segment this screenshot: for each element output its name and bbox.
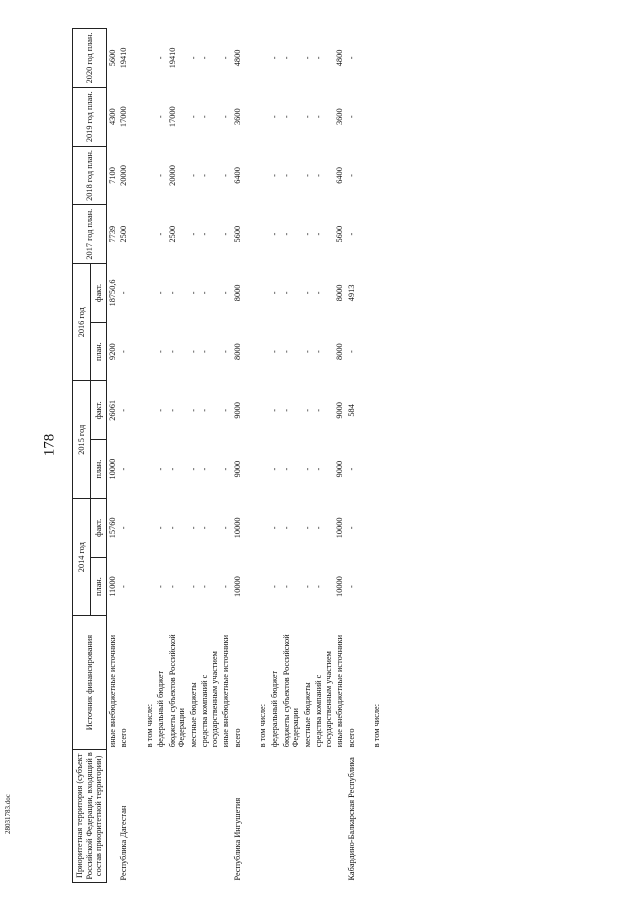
- value-cell: -: [167, 408, 177, 412]
- territory-cell: [155, 749, 167, 882]
- value-cell: -: [314, 174, 324, 177]
- table-header: [73, 29, 107, 883]
- value-cell: -: [281, 291, 291, 295]
- value-cell: -: [302, 232, 312, 236]
- source-cell: всего: [119, 728, 129, 748]
- header-2015-plan: план.: [91, 440, 107, 499]
- value-cell: [257, 29, 269, 88]
- value-cell: 10000: [232, 576, 242, 597]
- table-row: [269, 29, 281, 883]
- value-cell: -: [188, 408, 198, 412]
- value-cell: 4800: [335, 49, 345, 67]
- value-cell: [371, 205, 383, 264]
- table-row: [199, 29, 220, 883]
- territory-cell: [371, 749, 383, 882]
- value-cell: [257, 322, 269, 381]
- value-cell: -: [281, 174, 291, 177]
- territory-cell: [257, 749, 269, 882]
- value-cell: -: [119, 526, 129, 530]
- source-cell: всего: [232, 728, 242, 748]
- header-2016-plan: план.: [91, 322, 107, 381]
- source-cell: бюджеты субъектов Российской Федерации: [167, 634, 187, 748]
- value-cell: 6400: [335, 167, 345, 184]
- value-cell: 18750,6: [107, 279, 117, 307]
- value-cell: [371, 29, 383, 88]
- value-cell: 17000: [119, 106, 129, 128]
- source-cell: [243, 616, 257, 749]
- value-cell: -: [221, 350, 231, 354]
- value-cell: [130, 322, 144, 381]
- value-cell: -: [314, 115, 324, 119]
- value-cell: -: [346, 115, 356, 119]
- value-cell: 7739: [107, 225, 117, 243]
- value-cell: [144, 381, 156, 440]
- source-cell: всего: [346, 728, 356, 748]
- value-cell: -: [167, 467, 177, 471]
- value-cell: 20000: [119, 165, 129, 186]
- source-cell: федеральный бюджет: [269, 670, 279, 748]
- value-cell: -: [281, 350, 291, 354]
- table-row: [357, 29, 371, 883]
- table-row: [313, 29, 334, 883]
- value-cell: -: [188, 585, 198, 588]
- value-cell: -: [346, 56, 356, 60]
- value-cell: -: [346, 585, 356, 588]
- value-cell: -: [269, 526, 279, 530]
- financing-table: [72, 28, 383, 883]
- table-row: [243, 29, 257, 883]
- value-cell: 9200: [107, 343, 117, 360]
- value-cell: 26061: [107, 400, 117, 421]
- value-cell: 10000: [335, 517, 345, 539]
- value-cell: -: [156, 56, 166, 60]
- value-cell: -: [167, 585, 177, 588]
- value-cell: 5600: [107, 49, 117, 67]
- value-cell: [243, 322, 257, 381]
- value-cell: 17000: [167, 106, 177, 128]
- table-row: [155, 29, 167, 883]
- value-cell: [144, 322, 156, 381]
- value-cell: -: [119, 467, 129, 471]
- territory-cell: [313, 749, 334, 882]
- value-cell: -: [167, 291, 177, 295]
- value-cell: -: [221, 408, 231, 412]
- territory-cell: [199, 749, 220, 882]
- value-cell: 9000: [335, 460, 345, 478]
- value-cell: [243, 146, 257, 205]
- value-cell: -: [302, 56, 312, 60]
- value-cell: 8000: [232, 284, 242, 302]
- table-body: [106, 29, 383, 883]
- value-cell: [357, 322, 371, 381]
- value-cell: -: [302, 291, 312, 295]
- value-cell: [357, 29, 371, 88]
- value-cell: [130, 146, 144, 205]
- value-cell: -: [314, 232, 324, 236]
- value-cell: -: [188, 291, 198, 295]
- header-2015: 2015 год: [73, 381, 91, 498]
- value-cell: 4300: [107, 108, 117, 125]
- value-cell: 5600: [335, 225, 345, 243]
- footer-doc-code: 28031783.doc: [4, 794, 12, 834]
- value-cell: -: [314, 526, 324, 530]
- value-cell: [243, 87, 257, 146]
- value-cell: -: [314, 350, 324, 354]
- value-cell: 10000: [232, 517, 242, 539]
- value-cell: -: [346, 467, 356, 471]
- value-cell: -: [302, 585, 312, 588]
- value-cell: [257, 264, 269, 323]
- value-cell: -: [156, 585, 166, 588]
- value-cell: 584: [346, 404, 356, 417]
- value-cell: -: [156, 408, 166, 412]
- value-cell: 3600: [232, 108, 242, 125]
- value-cell: -: [200, 56, 210, 60]
- value-cell: [357, 264, 371, 323]
- source-cell: в том числе:: [258, 703, 268, 748]
- value-cell: -: [302, 115, 312, 119]
- source-cell: средства компаний с государственным участием: [314, 651, 333, 748]
- source-cell: в том числе:: [372, 703, 382, 748]
- territory-cell: Республика Дагестан: [119, 805, 129, 881]
- value-cell: 9000: [335, 402, 345, 419]
- territory-cell: [106, 749, 118, 882]
- value-cell: 10000: [335, 576, 345, 597]
- value-cell: 3600: [335, 108, 345, 125]
- value-cell: -: [302, 408, 312, 412]
- value-cell: [257, 146, 269, 205]
- value-cell: [144, 498, 156, 557]
- value-cell: [371, 381, 383, 440]
- value-cell: -: [221, 585, 231, 588]
- table-row: [188, 29, 200, 883]
- value-cell: -: [200, 232, 210, 236]
- table-row: [232, 29, 244, 883]
- value-cell: -: [221, 526, 231, 530]
- header-source: Источник финансирования: [73, 616, 107, 749]
- value-cell: -: [281, 585, 291, 588]
- value-cell: -: [188, 115, 198, 119]
- table-row: [144, 29, 156, 883]
- header-territory: Приоритетная территория (субъект Российской Федерации, входящий в состав приоритетной территории): [73, 749, 107, 882]
- value-cell: [371, 322, 383, 381]
- value-cell: -: [346, 526, 356, 530]
- source-cell: [130, 616, 144, 749]
- territory-cell: [334, 749, 346, 882]
- value-cell: -: [200, 467, 210, 471]
- value-cell: -: [314, 467, 324, 471]
- value-cell: -: [346, 350, 356, 354]
- value-cell: -: [314, 585, 324, 588]
- value-cell: -: [156, 115, 166, 119]
- value-cell: [371, 146, 383, 205]
- value-cell: -: [302, 526, 312, 530]
- value-cell: 11000: [107, 576, 117, 597]
- value-cell: 9000: [232, 402, 242, 419]
- value-cell: [130, 440, 144, 499]
- value-cell: [243, 264, 257, 323]
- value-cell: -: [188, 232, 198, 236]
- value-cell: [144, 205, 156, 264]
- value-cell: [144, 146, 156, 205]
- territory-cell: [357, 749, 371, 882]
- value-cell: 4913: [346, 284, 356, 302]
- value-cell: 2500: [119, 225, 129, 243]
- table-row: [167, 29, 188, 883]
- source-cell: иные внебюджетные источники: [221, 634, 231, 748]
- value-cell: [371, 87, 383, 146]
- value-cell: -: [314, 56, 324, 60]
- page-number: 178: [41, 433, 58, 457]
- territory-cell: [281, 749, 302, 882]
- value-cell: -: [269, 467, 279, 471]
- value-cell: [243, 29, 257, 88]
- value-cell: -: [346, 232, 356, 236]
- value-cell: 15760: [107, 517, 117, 539]
- value-cell: -: [200, 350, 210, 354]
- value-cell: -: [269, 115, 279, 119]
- value-cell: 9000: [232, 460, 242, 478]
- value-cell: -: [156, 350, 166, 354]
- value-cell: -: [221, 56, 231, 60]
- value-cell: [144, 557, 156, 616]
- value-cell: [357, 146, 371, 205]
- value-cell: [371, 498, 383, 557]
- territory-cell: [220, 749, 232, 882]
- territory-cell: [144, 749, 156, 882]
- value-cell: [130, 205, 144, 264]
- value-cell: -: [302, 350, 312, 354]
- header-2020: 2020 год план.: [73, 29, 107, 88]
- table-row: [118, 29, 130, 883]
- value-cell: -: [188, 174, 198, 177]
- value-cell: [257, 87, 269, 146]
- table-row: [371, 29, 383, 883]
- value-cell: -: [281, 56, 291, 60]
- value-cell: -: [188, 467, 198, 471]
- territory-cell: [302, 749, 314, 882]
- value-cell: [144, 87, 156, 146]
- value-cell: [130, 557, 144, 616]
- value-cell: -: [314, 408, 324, 412]
- value-cell: -: [200, 408, 210, 412]
- value-cell: -: [269, 585, 279, 588]
- value-cell: [257, 381, 269, 440]
- source-cell: [357, 616, 371, 749]
- source-cell: средства компаний с государственным участием: [200, 651, 219, 748]
- value-cell: -: [200, 115, 210, 119]
- header-2014-fact: факт.: [91, 498, 107, 557]
- header-2017: 2017 год план.: [73, 205, 107, 264]
- value-cell: -: [200, 585, 210, 588]
- source-cell: в том числе:: [144, 703, 154, 748]
- value-cell: -: [269, 291, 279, 295]
- table-row: [302, 29, 314, 883]
- value-cell: -: [281, 526, 291, 530]
- value-cell: -: [281, 408, 291, 412]
- value-cell: -: [188, 526, 198, 530]
- value-cell: -: [156, 467, 166, 471]
- territory-cell: Кабардино-Балкарская Республика: [346, 757, 356, 881]
- value-cell: -: [167, 350, 177, 354]
- value-cell: [144, 29, 156, 88]
- value-cell: [257, 440, 269, 499]
- value-cell: [243, 381, 257, 440]
- value-cell: [371, 557, 383, 616]
- value-cell: -: [221, 115, 231, 119]
- header-2015-fact: факт.: [91, 381, 107, 440]
- value-cell: 7100: [107, 167, 117, 184]
- value-cell: 19410: [119, 47, 129, 69]
- value-cell: -: [200, 526, 210, 530]
- value-cell: -: [167, 526, 177, 530]
- value-cell: -: [119, 350, 129, 354]
- source-cell: местные бюджеты: [302, 682, 312, 748]
- territory-cell: [130, 749, 144, 882]
- value-cell: -: [188, 350, 198, 354]
- header-2014-plan: план.: [91, 557, 107, 616]
- value-cell: -: [221, 291, 231, 295]
- territory-cell: Республика Ингушетия: [232, 797, 242, 881]
- header-2014: 2014 год: [73, 498, 91, 615]
- value-cell: [257, 557, 269, 616]
- value-cell: [357, 381, 371, 440]
- value-cell: -: [119, 291, 129, 295]
- header-2016-fact: факт.: [91, 264, 107, 323]
- value-cell: [257, 498, 269, 557]
- value-cell: 8000: [232, 343, 242, 360]
- value-cell: -: [156, 232, 166, 236]
- table-row: [257, 29, 269, 883]
- table-row: [281, 29, 302, 883]
- territory-cell: [167, 749, 188, 882]
- value-cell: -: [346, 174, 356, 177]
- value-cell: 4800: [232, 49, 242, 67]
- value-cell: [243, 205, 257, 264]
- source-cell: федеральный бюджет: [156, 670, 166, 748]
- value-cell: [357, 205, 371, 264]
- table-row: [130, 29, 144, 883]
- value-cell: -: [302, 174, 312, 177]
- value-cell: 10000: [107, 458, 117, 480]
- value-cell: [357, 87, 371, 146]
- header-2016: 2016 год: [73, 264, 91, 381]
- territory-cell: [188, 749, 200, 882]
- value-cell: -: [221, 174, 231, 177]
- value-cell: 6400: [232, 167, 242, 184]
- source-cell: бюджеты субъектов Российской Федерации: [281, 634, 301, 748]
- value-cell: -: [269, 174, 279, 177]
- value-cell: [243, 557, 257, 616]
- value-cell: -: [119, 408, 129, 412]
- value-cell: [257, 205, 269, 264]
- value-cell: [144, 440, 156, 499]
- value-cell: -: [281, 115, 291, 119]
- value-cell: -: [269, 350, 279, 354]
- value-cell: -: [156, 174, 166, 177]
- table-row: [346, 29, 358, 883]
- value-cell: -: [156, 291, 166, 295]
- value-cell: 2500: [167, 225, 177, 243]
- value-cell: -: [200, 174, 210, 177]
- rotated-table-container: [72, 28, 592, 883]
- value-cell: [371, 440, 383, 499]
- value-cell: [144, 264, 156, 323]
- value-cell: -: [302, 467, 312, 471]
- value-cell: -: [221, 467, 231, 471]
- value-cell: 19410: [167, 47, 177, 69]
- value-cell: [243, 498, 257, 557]
- value-cell: -: [156, 526, 166, 530]
- value-cell: -: [221, 232, 231, 236]
- value-cell: -: [281, 232, 291, 236]
- value-cell: -: [119, 585, 129, 588]
- value-cell: [130, 498, 144, 557]
- value-cell: [130, 264, 144, 323]
- value-cell: -: [200, 291, 210, 295]
- value-cell: -: [188, 56, 198, 60]
- value-cell: 8000: [335, 343, 345, 360]
- value-cell: 8000: [335, 284, 345, 302]
- value-cell: -: [269, 232, 279, 236]
- value-cell: [130, 29, 144, 88]
- header-2018: 2018 год план.: [73, 146, 107, 205]
- table-row: [106, 29, 118, 883]
- value-cell: -: [281, 467, 291, 471]
- value-cell: [130, 87, 144, 146]
- table-row: [220, 29, 232, 883]
- source-cell: иные внебюджетные источники: [107, 634, 117, 748]
- value-cell: 5600: [232, 225, 242, 243]
- source-cell: местные бюджеты: [188, 682, 198, 748]
- territory-cell: [269, 749, 281, 882]
- table-row: [334, 29, 346, 883]
- value-cell: [243, 440, 257, 499]
- value-cell: [357, 498, 371, 557]
- header-2019: 2019 год план.: [73, 87, 107, 146]
- value-cell: 20000: [167, 165, 177, 186]
- value-cell: -: [314, 291, 324, 295]
- value-cell: -: [269, 408, 279, 412]
- value-cell: -: [269, 56, 279, 60]
- value-cell: [371, 264, 383, 323]
- territory-cell: [243, 749, 257, 882]
- value-cell: [357, 440, 371, 499]
- source-cell: иные внебюджетные источники: [335, 634, 345, 748]
- value-cell: [357, 557, 371, 616]
- value-cell: [130, 381, 144, 440]
